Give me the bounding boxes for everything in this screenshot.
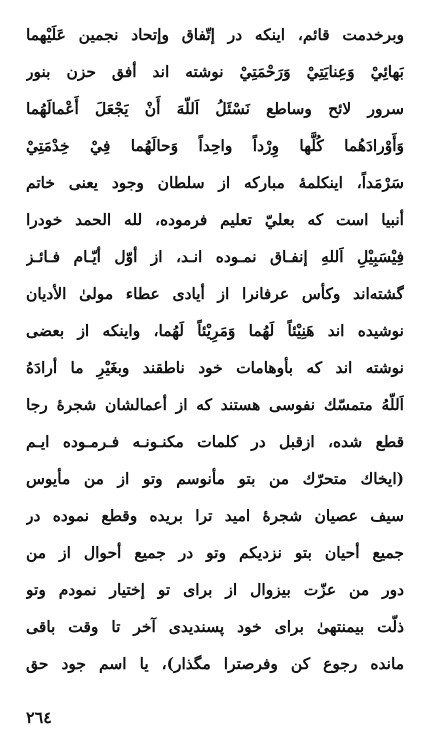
text-line-11: اَللّهُ متمسّك نفوسى هستند كه از أعمالشان شجرهٔ رجا — [26, 395, 404, 414]
text-line-18: مانده رجوع كن وفرصترا مگذار)، يا اسم جود حق — [26, 654, 404, 673]
text-line-5: سَرْمَداً، اينكلمهٔ مباركه از سلطان وجود يعنى خاتم — [26, 173, 404, 192]
text-line-15: جميع أحيان بتو نزديكم وتو در جميع أحوال از من — [26, 543, 404, 562]
text-line-8: گشته‌اند وكأس عرفانرا از أيادى عطاء مولىٰ الأديان — [26, 284, 404, 303]
text-line-6: أنبيا است كه بعليّ تعليم فرموده، لله الحمد خودرا — [26, 210, 404, 229]
text-line-12: قطع شده، ازقبل در كلمات مكنـونـه فـرمـوده ايـم — [26, 432, 404, 451]
body-text — [26, 16, 404, 682]
text-line-14: سيف عصيان شجرهٔ اميد ترا بريده وقطع نموده در — [26, 506, 404, 525]
text-line-10: نوشته اند كه بأوهامات خود ناطقند وبغَيْرِ ما أرادَهُ — [26, 358, 404, 377]
text-line-17: ذلّت بيمنتهىٰ براى خود پسنديدى آخر تا وقت باقى — [26, 617, 404, 636]
page-number: ٢٦٤ — [26, 708, 52, 727]
text-line-9: نوشيده اند هَنِيْئاً لَهُما وَمَرِيْئاً لَهُما، واينكه از بعضى — [26, 321, 404, 340]
text-line-16: دور من عزّت بيزوال از براى تو إختيار نمودم وتو — [26, 580, 404, 599]
text-line-3: سرور لائح وساطع نَسْئَلُ اَللّهَ أَنْ يَجْعَلَ أَعْمالَهُما — [26, 99, 404, 118]
text-line-4: وَأَوْرادَهُما كُلَّها وِرْداً واحِداً وَحالَهُما فِيْ خِدْمَتِيْ — [26, 136, 404, 155]
text-line-7: فِيْسَبِيْلِ اَللهِ إنفـاق نمـوده انـد، از أوّل أيّـام فـائـز — [26, 247, 404, 266]
text-line-1: وبرخدمت قائم، اينكه در إتّفاق وإتحاد نجمين عَلَيْهما — [26, 25, 404, 44]
text-line-13: (ايخاك متحرّك من بتو مأنوسم وتو از من مأيوس — [26, 469, 404, 488]
text-line-2: بَهائِيْ وَعِنايَتِيْ وَرَحْمَتِيْ نوشته اند أفق حزن بنور — [26, 62, 404, 81]
